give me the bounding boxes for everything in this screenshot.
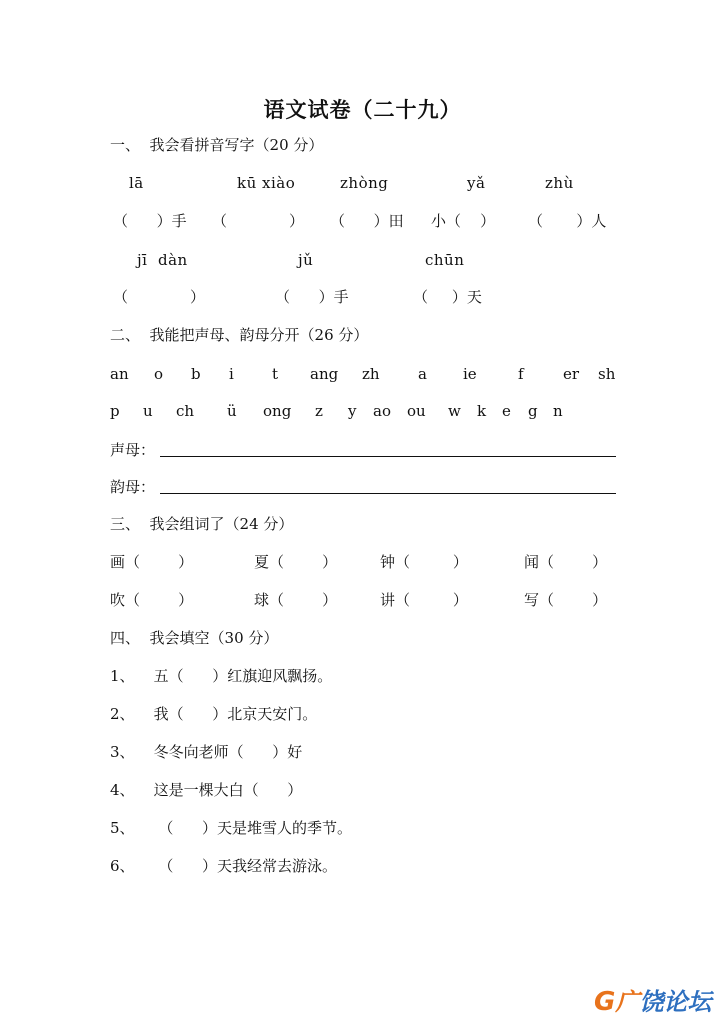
answer-blank[interactable]: （ ） [113,288,205,306]
letter-item: ao [373,402,391,420]
letter-item: z [315,402,323,420]
yunmu-label: 韵母： [110,478,156,496]
pinyin-item: zhòng [340,174,389,192]
fill-item[interactable]: 4、 这是一棵大白（ ） [110,781,303,799]
letter-item: e [502,402,511,420]
word-blank[interactable]: 球（ ） [254,591,338,609]
word-blank[interactable]: 写（ ） [524,591,608,609]
letter-item: zh [362,365,380,383]
fill-item[interactable]: 1、 五（ ）红旗迎风飘扬。 [110,667,333,685]
letter-item: sh [598,365,616,383]
fill-item[interactable]: 5、 （ ）天是堆雪人的季节。 [110,819,352,837]
watermark-logo [594,982,722,1022]
answer-blank[interactable]: 小（ ） [431,212,496,230]
answer-blank[interactable]: （ ）手 [275,288,349,306]
answer-blank[interactable]: （ ）手 [113,212,187,230]
word-blank[interactable]: 讲（ ） [380,591,468,609]
pinyin-item: zhù [545,174,574,192]
letter-item: ong [263,402,292,420]
logo-text-1: 广 [615,988,640,1016]
letter-item: w [448,402,461,420]
letter-item: an [110,365,129,383]
pinyin-item: jǔ [298,251,314,269]
logo-text-2: 饶论坛 [639,988,712,1016]
page-title: 语文试卷（二十九） [263,97,462,122]
letter-item: n [553,402,563,420]
letter-item: ie [463,365,477,383]
pinyin-item: lā [129,174,144,192]
letter-item: f [518,365,524,383]
letter-item: er [563,365,580,383]
letter-item: y [348,402,357,420]
letter-item: u [143,402,153,420]
pinyin-item: chūn [425,251,465,269]
word-blank[interactable]: 闻（ ） [524,553,608,571]
pinyin-item: jī dàn [137,251,188,269]
letter-item: ou [407,402,426,420]
answer-blank[interactable]: （ ）天 [413,288,482,306]
shengmu-label: 声母： [110,441,156,459]
letter-item: p [110,402,120,420]
word-blank[interactable]: 吹（ ） [110,591,194,609]
section-1-heading: 一、 我会看拼音写字（20 分） [110,136,324,154]
letter-item: o [154,365,164,383]
letter-item: t [272,365,279,383]
fill-item[interactable]: 6、 （ ）天我经常去游泳。 [110,857,337,875]
answer-blank[interactable]: （ ） [212,212,304,230]
pinyin-item: kū xiào [237,174,296,192]
fill-item[interactable]: 2、 我（ ）北京天安门。 [110,705,318,723]
answer-blank[interactable]: （ ）人 [528,212,607,230]
letter-item: a [418,365,427,383]
shengmu-answer-line[interactable] [160,456,616,457]
letter-item: ü [227,402,237,420]
letter-item: k [477,402,487,420]
section-3-heading: 三、 我会组词了（24 分） [110,515,294,533]
pinyin-item: yǎ [467,174,486,192]
answer-blank[interactable]: （ ）田 [330,212,404,230]
word-blank[interactable]: 夏（ ） [254,553,338,571]
yunmu-answer-line[interactable] [160,493,616,494]
logo-g-icon: G [594,987,616,1017]
section-2-heading: 二、 我能把声母、韵母分开（26 分） [110,326,369,344]
word-blank[interactable]: 钟（ ） [380,553,468,571]
section-4-heading: 四、 我会填空（30 分） [110,629,279,647]
fill-item[interactable]: 3、 冬冬向老师（ ）好 [110,743,303,761]
letter-item: g [528,402,538,420]
word-blank[interactable]: 画（ ） [110,553,194,571]
letter-item: ch [176,402,195,420]
letter-item: i [229,365,234,383]
letter-item: b [191,365,201,383]
letter-item: ang [310,365,339,383]
